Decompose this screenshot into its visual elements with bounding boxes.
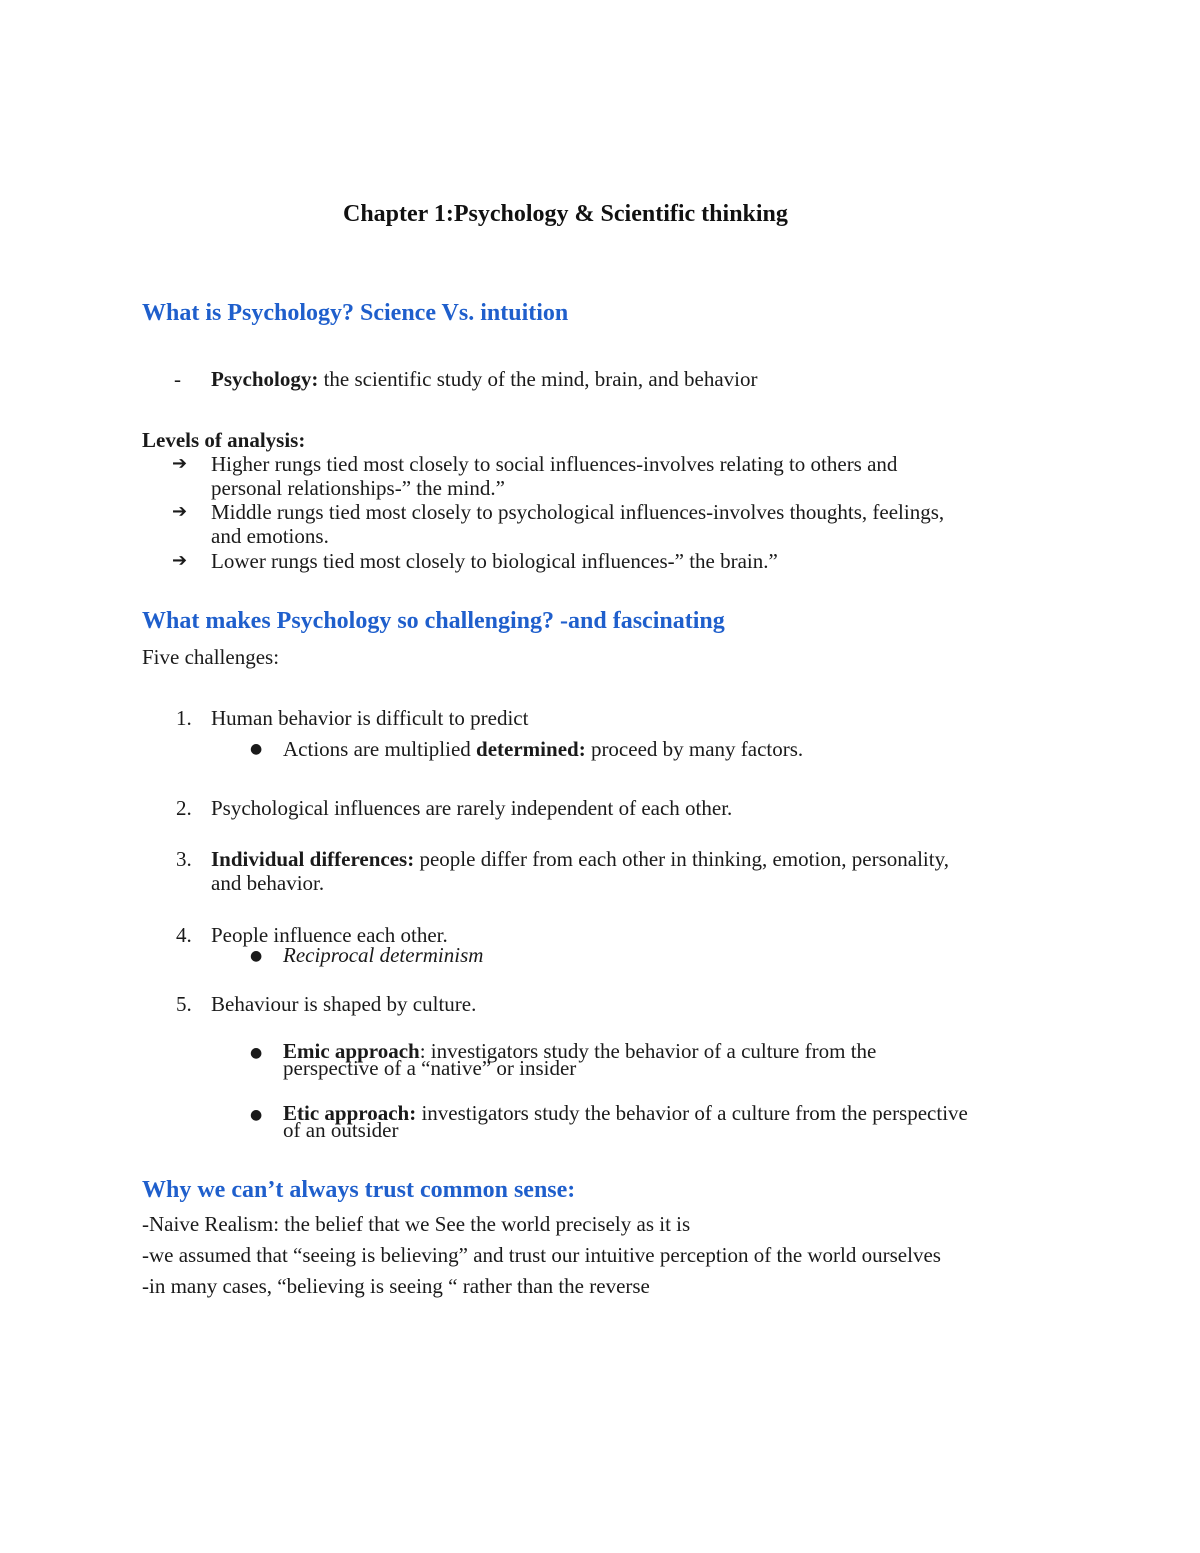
bullet-dot-icon: ● (250, 741, 263, 757)
list-number: 2. (176, 796, 192, 820)
sub-text-pre: Actions are multiplied (283, 737, 477, 761)
challenge-1-sub (283, 737, 803, 761)
challenge-5-text: Behaviour is shaped by culture. (211, 992, 477, 1016)
page-title: Chapter 1:Psychology & Scientific thinking (343, 201, 788, 227)
dash-bullet: - (174, 367, 181, 391)
list-number: 1. (176, 706, 192, 730)
definition-text: the scientific study of the mind, brain, and behavior (318, 367, 758, 391)
reciprocal-determinism: Reciprocal determinism (283, 943, 484, 967)
individual-differences-text: people differ from each other in thinking, emotion, personality, (414, 847, 949, 871)
etic-term: Etic approach: (283, 1101, 417, 1125)
challenge-3-line1 (211, 847, 949, 871)
list-number: 3. (176, 847, 192, 871)
heading-what-is-psychology: What is Psychology? Science Vs. intuition (142, 300, 569, 326)
common-sense-line-3: -in many cases, “believing is seeing “ rather than the reverse (142, 1274, 650, 1298)
individual-differences-term: Individual differences: (211, 847, 415, 871)
etic-line2: of an outsider (283, 1118, 399, 1142)
list-number: 5. (176, 992, 192, 1016)
five-challenges-intro: Five challenges: (142, 645, 280, 669)
arrow-bullet-icon: ➔ (172, 453, 188, 474)
challenge-4-text: People influence each other. (211, 923, 448, 947)
psychology-definition (211, 367, 757, 391)
challenge-1-text: Human behavior is difficult to predict (211, 706, 529, 730)
emic-term: Emic approach (283, 1039, 420, 1063)
bullet-dot-icon: ● (250, 1107, 263, 1123)
definition-term: Psychology: (211, 367, 319, 391)
list-number: 4. (176, 923, 192, 947)
level-middle-line1: Middle rungs tied most closely to psychological influences-involves thoughts, feelings, (211, 500, 945, 524)
common-sense-line-2: -we assumed that “seeing is believing” and trust our intuitive perception of the world ourselves (142, 1243, 941, 1267)
arrow-bullet-icon: ➔ (172, 501, 188, 522)
level-middle-line2: and emotions. (211, 524, 329, 548)
level-lower-line1: Lower rungs tied most closely to biological influences-” the brain.” (211, 549, 778, 573)
etic-text: investigators study the behavior of a culture from the perspective (416, 1101, 968, 1125)
heading-challenges: What makes Psychology so challenging? -and fascinating (142, 608, 725, 634)
levels-of-analysis-label: Levels of analysis: (142, 428, 306, 452)
bullet-dot-icon: ● (250, 1045, 263, 1061)
level-higher-line1: Higher rungs tied most closely to social influences-involves relating to others and (211, 452, 898, 476)
emic-text: : investigators study the behavior of a culture from the (419, 1039, 877, 1063)
sub-text-post: proceed by many factors. (585, 737, 804, 761)
challenge-2-text: Psychological influences are rarely independent of each other. (211, 796, 733, 820)
heading-common-sense: Why we can’t always trust common sense: (142, 1177, 576, 1203)
sub-term: determined: (476, 737, 586, 761)
challenge-3-line2: and behavior. (211, 871, 325, 895)
bullet-dot-icon: ● (250, 948, 263, 964)
level-higher-line2: personal relationships-” the mind.” (211, 476, 505, 500)
arrow-bullet-icon: ➔ (172, 550, 188, 571)
emic-line2: perspective of a “native” or insider (283, 1056, 577, 1080)
common-sense-line-1: -Naive Realism: the belief that we See the world precisely as it is (142, 1212, 691, 1236)
